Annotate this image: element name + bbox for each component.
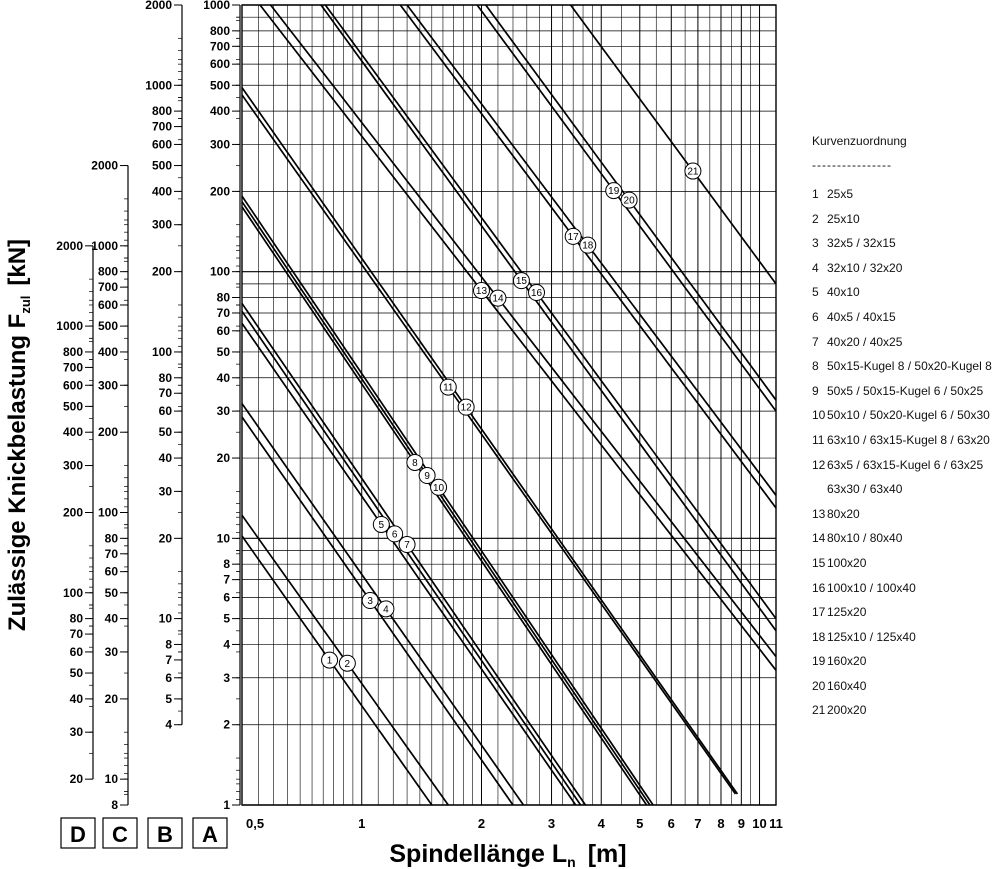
legend-row (812, 698, 992, 723)
legend-row-text: 100x20 (827, 555, 867, 570)
y-tick-label: 40 (104, 611, 118, 626)
legend-row-number: 10 (812, 408, 826, 423)
legend-row-number: 5 (812, 285, 819, 300)
y-tick-label: 2000 (56, 238, 83, 253)
curve-marker-3 (362, 593, 378, 609)
curve-12 (242, 88, 737, 794)
axis-box-label: D (70, 822, 86, 847)
y-tick-label: 20 (69, 772, 83, 787)
curve-marker-label: 8 (412, 457, 418, 469)
y-tick-label: 3 (223, 670, 230, 685)
y-tick-label: 60 (104, 564, 118, 579)
y-tick-label: 20 (216, 451, 230, 466)
legend-row-number: 7 (812, 334, 819, 349)
y-tick-label: 700 (62, 360, 83, 375)
y-tick-label: 4 (165, 717, 172, 732)
y-tick-label: 50 (216, 344, 230, 359)
y-tick-label: 200 (97, 425, 118, 440)
x-axis-title (389, 840, 626, 869)
legend-row-text: 32x10 / 32x20 (827, 260, 903, 275)
curve-11 (242, 95, 735, 794)
curve-17 (400, 5, 776, 508)
y-tick-label: 30 (104, 644, 118, 659)
y-tick-label: 300 (151, 217, 172, 232)
y-tick-label: 8 (165, 637, 172, 652)
curve-marker-label: 11 (443, 382, 454, 394)
curve-marker-10 (431, 479, 447, 495)
legend-row-text: 63x30 / 63x40 (827, 482, 903, 497)
y-tick-label: 1000 (56, 319, 83, 334)
legend-row-text: 100x10 / 100x40 (827, 580, 916, 595)
y-axis-title-sub: zul (18, 295, 33, 314)
curve-marker-11 (440, 379, 456, 395)
y-axis-B (145, 0, 182, 732)
curve-legend (812, 134, 992, 723)
y-tick-label: 6 (223, 590, 230, 605)
legend-row (812, 526, 992, 551)
legend-row-text: 160x20 (827, 654, 867, 669)
legend-row (812, 182, 992, 207)
curve-marker-label: 6 (391, 529, 398, 541)
curve-marker-label: 20 (623, 195, 635, 207)
legend-row-number: 14 (812, 531, 826, 546)
x-axis-title-text: Spindellänge L (389, 840, 568, 868)
y-tick-label: 600 (151, 137, 172, 152)
y-axis-A (203, 0, 240, 812)
y-tick-label: 400 (62, 425, 83, 440)
axis-box-A (193, 818, 227, 848)
legend-row-text: 63x10 / 63x15-Kugel 8 / 63x20 (827, 432, 990, 447)
y-tick-label: 2000 (145, 0, 172, 12)
axis-box-C (103, 818, 137, 848)
y-axis-title (4, 239, 33, 631)
y-tick-label: 8 (111, 798, 118, 812)
axis-box-D (61, 818, 95, 848)
legend-row (812, 477, 992, 502)
y-tick-label: 5 (223, 611, 230, 626)
curve-marker-label: 9 (424, 471, 430, 483)
x-tick-label: 10 (752, 816, 767, 831)
y-tick-label: 70 (158, 386, 172, 401)
curve-marker-19 (606, 183, 622, 199)
y-tick-label: 500 (97, 319, 118, 334)
legend-row-text: 40x20 / 40x25 (827, 334, 903, 349)
legend-row-text: 32x5 / 32x15 (827, 236, 896, 251)
y-tick-label: 10 (216, 531, 230, 546)
legend-row (812, 551, 992, 576)
legend-row-text: 50x5 / 50x15-Kugel 6 / 50x25 (827, 383, 984, 398)
curve-marker-label: 3 (367, 596, 373, 608)
legend-row-number: 11 (812, 432, 825, 447)
curve-6 (242, 311, 581, 805)
y-tick-label: 70 (216, 305, 230, 320)
y-tick-label: 70 (69, 627, 83, 642)
y-tick-label: 700 (151, 119, 172, 134)
legend-row-text: 25x10 (827, 211, 860, 226)
y-tick-label: 20 (158, 531, 172, 546)
legend-row-text: 63x5 / 63x15-Kugel 6 / 63x25 (827, 457, 984, 472)
legend-row-text: 50x15-Kugel 8 / 50x20-Kugel 8 (827, 359, 992, 374)
legend-row (812, 625, 992, 650)
y-tick-label: 8 (223, 557, 230, 572)
legend-row-number: 20 (812, 678, 826, 693)
legend-row-number: 6 (812, 309, 819, 324)
legend-row-text: 50x10 / 50x20-Kugel 6 / 50x30 (827, 408, 990, 423)
legend-row-number: 4 (812, 260, 819, 275)
legend-row-text: 80x10 / 80x40 (827, 531, 903, 546)
curve-marker-label: 2 (344, 658, 351, 670)
legend-row (812, 453, 992, 478)
curve-marker-label: 19 (608, 186, 620, 198)
y-tick-label: 80 (104, 531, 118, 546)
legend-row-text: 125x20 (827, 605, 867, 620)
y-tick-label: 600 (97, 297, 118, 312)
x-tick-label: 2 (477, 816, 486, 831)
y-tick-label: 100 (209, 264, 230, 279)
y-tick-label: 800 (209, 23, 230, 38)
legend-row (812, 649, 992, 674)
curve-marker-16 (529, 285, 545, 301)
curve-marker-label: 5 (378, 519, 385, 531)
x-tick-label: 0,5 (246, 816, 265, 831)
legend-row-number: 2 (812, 211, 819, 226)
y-tick-label: 700 (97, 280, 118, 295)
plot-border (242, 5, 776, 805)
legend-row (812, 502, 992, 527)
legend-row-number: 3 (812, 236, 819, 251)
legend-row-number: 13 (812, 506, 826, 521)
y-tick-label: 40 (216, 370, 230, 385)
legend-row-text: 40x10 (827, 285, 860, 300)
legend-row-number: 17 (812, 605, 826, 620)
legend-row-text: 25x5 (827, 187, 854, 201)
axis-titles (4, 239, 627, 869)
x-tick-label: 3 (547, 816, 556, 831)
curve-marker-label: 1 (326, 655, 333, 667)
curve-marker-5 (373, 516, 389, 532)
y-tick-label: 40 (69, 691, 83, 706)
y-axis-D (56, 239, 93, 786)
curve-marker-label: 18 (582, 240, 594, 252)
legend-row (812, 576, 992, 601)
x-tick-label: 6 (667, 816, 675, 831)
legend-row (812, 403, 992, 428)
curve-marker-13 (473, 283, 489, 299)
legend-row (812, 207, 992, 232)
y-tick-label: 500 (209, 78, 230, 93)
legend-row-text: 125x10 / 125x40 (827, 629, 916, 644)
y-tick-label: 7 (165, 652, 172, 667)
legend-row (812, 256, 992, 281)
curve-marker-2 (339, 655, 355, 671)
y-tick-label: 80 (158, 370, 172, 385)
y-tick-label: 60 (158, 404, 172, 419)
y-tick-label: 50 (69, 666, 83, 681)
y-tick-label: 40 (158, 451, 172, 466)
curve-marker-1 (322, 652, 338, 668)
curve-marker-label: 17 (567, 231, 579, 243)
axis-box-label: A (202, 822, 218, 847)
y-tick-label: 800 (62, 344, 83, 359)
y-tick-label: 800 (97, 264, 118, 279)
y-tick-label: 400 (97, 344, 118, 359)
legend-row (812, 428, 992, 453)
curve-marker-4 (378, 601, 394, 617)
y-tick-label: 1000 (91, 238, 118, 253)
y-tick-label: 80 (69, 611, 83, 626)
legend-row-number: 18 (812, 629, 826, 644)
y-tick-label: 1000 (203, 0, 230, 12)
y-tick-label: 20 (104, 691, 118, 706)
legend-row (812, 280, 992, 305)
legend-row-number: 1 (812, 187, 819, 201)
x-axis-title-unit: [m] (587, 840, 627, 868)
y-tick-label: 50 (104, 585, 118, 600)
y-tick-label: 60 (69, 644, 83, 659)
y-tick-label: 70 (104, 546, 118, 561)
curve-marker-label: 7 (404, 540, 410, 552)
legend-row-number: 16 (812, 580, 826, 595)
y-tick-label: 400 (209, 104, 230, 119)
y-axis-title-unit: [kN] (4, 238, 31, 286)
y-axis-title-text: Zulässige Knickbelastung F (4, 313, 31, 632)
curve-10 (242, 196, 653, 805)
legend-divider: ---------------- (812, 158, 892, 172)
curve-marker-15 (513, 273, 529, 289)
y-tick-label: 500 (151, 158, 172, 173)
legend-row-text: 160x40 (827, 678, 867, 693)
x-tick-label: 11 (769, 816, 783, 831)
curve-marker-label: 14 (492, 293, 504, 305)
legend-rows (812, 182, 992, 723)
curves (242, 5, 776, 805)
y-tick-label: 100 (151, 344, 172, 359)
curve-marker-label: 15 (515, 276, 527, 288)
axis-box-label: B (157, 822, 173, 847)
y-tick-label: 30 (158, 484, 172, 499)
y-tick-label: 2 (223, 717, 230, 732)
curve-marker-8 (407, 454, 423, 470)
curve-marker-18 (580, 237, 596, 253)
y-tick-label: 10 (104, 772, 118, 787)
legend-row (812, 600, 992, 625)
y-tick-label: 7 (223, 572, 230, 587)
curve-marker-14 (490, 290, 506, 306)
legend-row (812, 674, 992, 699)
legend-title: Kurvenzuordnung (812, 134, 907, 148)
y-tick-label: 30 (69, 725, 83, 740)
x-axis-title-sub: n (567, 854, 576, 869)
x-tick-label: 7 (694, 816, 702, 831)
y-tick-label: 5 (165, 691, 172, 706)
curve-marker-21 (685, 163, 701, 179)
y-tick-label: 60 (216, 323, 230, 338)
axis-box-label: C (112, 822, 128, 847)
y-tick-label: 6 (165, 670, 172, 685)
y-tick-label: 1 (223, 798, 230, 812)
y-tick-label: 50 (158, 425, 172, 440)
y-tick-label: 700 (209, 39, 230, 54)
legend-row (812, 354, 992, 379)
y-tick-label: 4 (223, 637, 230, 652)
y-tick-label: 200 (62, 505, 83, 520)
y-tick-label: 100 (97, 505, 118, 520)
curve-marker-label: 12 (460, 402, 472, 414)
y-tick-label: 200 (209, 184, 230, 199)
legend-row (812, 379, 992, 404)
curve-marker-label: 10 (433, 482, 445, 494)
plot-grid (242, 5, 776, 805)
y-axis-C (91, 159, 128, 812)
legend-row-text: 80x20 (827, 506, 860, 521)
x-tick-label: 4 (597, 816, 605, 831)
curve-marker-label: 16 (530, 288, 543, 300)
x-tick-label: 8 (717, 816, 725, 831)
y-tick-label: 80 (216, 290, 230, 305)
curve-marker-label: 21 (687, 166, 699, 178)
legend-row-text: 40x5 / 40x15 (827, 309, 896, 324)
y-tick-label: 500 (62, 399, 83, 414)
y-tick-label: 200 (151, 264, 172, 279)
legend-row-number: 12 (812, 457, 826, 472)
curve-marker-12 (458, 399, 474, 415)
y-tick-label: 800 (151, 104, 172, 119)
curve-8 (242, 207, 647, 805)
curve-marker-label: 4 (383, 604, 389, 616)
y-tick-label: 30 (216, 404, 230, 419)
y-tick-label: 600 (62, 378, 83, 393)
axis-box-B (148, 818, 182, 848)
legend-row-number: 19 (812, 654, 826, 669)
x-tick-label: 5 (636, 816, 644, 831)
legend-row-text: 200x20 (827, 703, 867, 718)
y-tick-label: 600 (209, 57, 230, 72)
legend-row-number: 15 (812, 555, 826, 570)
legend-row (812, 305, 992, 330)
curve-marker-20 (621, 192, 637, 208)
x-tick-label: 9 (737, 816, 745, 831)
y-tick-label: 400 (151, 184, 172, 199)
y-tick-label: 2000 (91, 158, 118, 173)
legend-row (812, 231, 992, 256)
curve-1 (242, 536, 432, 805)
curve-marker-label: 13 (475, 286, 488, 298)
legend-row-number: 21 (812, 703, 826, 718)
legend-row (812, 330, 992, 355)
y-tick-label: 300 (209, 137, 230, 152)
y-tick-label: 1000 (145, 78, 172, 93)
x-tick-label: 1 (358, 816, 366, 831)
legend-row-number: 8 (812, 359, 819, 374)
curve-marker-17 (565, 228, 581, 244)
y-tick-label: 300 (62, 458, 83, 473)
y-tick-label: 10 (158, 611, 172, 626)
y-tick-label: 100 (62, 585, 83, 600)
legend-row-number: 9 (812, 383, 819, 398)
y-tick-label: 300 (97, 378, 118, 393)
curve-7 (242, 303, 585, 805)
curve-marker-7 (399, 537, 415, 553)
